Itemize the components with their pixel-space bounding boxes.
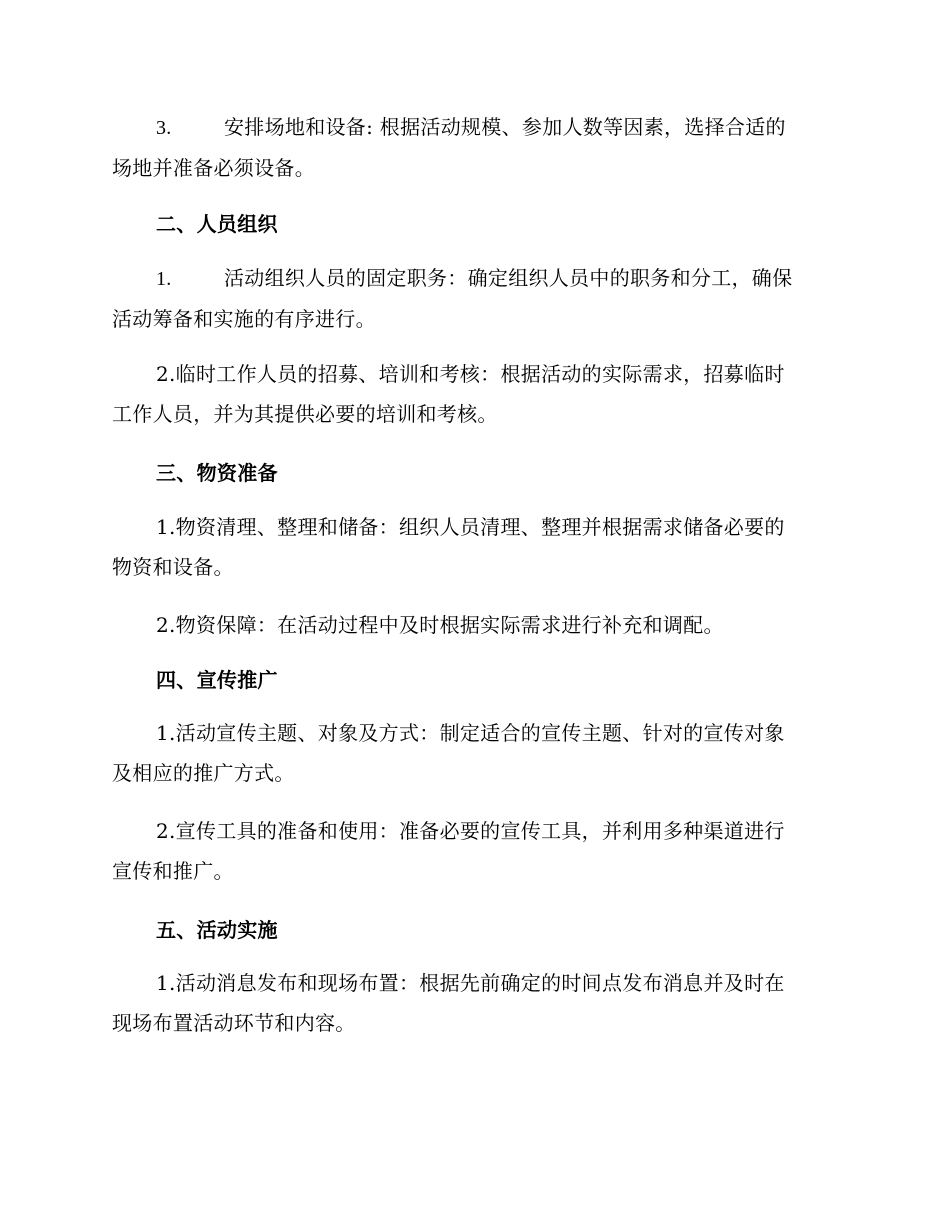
paragraph-temporary-staff bbox=[112, 354, 836, 434]
list-number: 3. bbox=[156, 117, 172, 139]
section-heading-promotion: 四、宣传推广 bbox=[156, 668, 278, 692]
paragraph-promotion-theme bbox=[112, 713, 836, 793]
paragraph-text: 及相应的推广方式。 bbox=[112, 761, 295, 785]
paragraph-text: 2.临时工作人员的招募、培训和考核：根据活动的实际需求，招募临时 bbox=[156, 362, 785, 386]
paragraph-text: 工作人员，并为其提供必要的培训和考核。 bbox=[112, 402, 498, 426]
paragraph-text: 活动筹备和实施的有序进行。 bbox=[112, 307, 376, 331]
paragraph-text: 2.宣传工具的准备和使用：准备必要的宣传工具，并利用多种渠道进行 bbox=[156, 819, 785, 843]
section-heading-implementation: 五、活动实施 bbox=[156, 918, 278, 942]
paragraph-text: 安排场地和设备: 根据活动规模、参加人数等因素，选择合适的 bbox=[224, 115, 786, 139]
paragraph-venue-equipment bbox=[112, 107, 836, 188]
paragraph-materials-storage bbox=[112, 507, 836, 587]
paragraph-text: 场地并准备必须设备。 bbox=[112, 156, 315, 180]
paragraph-text: 2.物资保障：在活动过程中及时根据实际需求进行补充和调配。 bbox=[156, 613, 724, 637]
paragraph-text: 1.活动宣传主题、对象及方式：制定适合的宣传主题、针对的宣传对象 bbox=[156, 721, 785, 745]
paragraph-text: 1.物资清理、整理和储备：组织人员清理、整理并根据需求储备必要的 bbox=[156, 515, 785, 539]
paragraph-announcement-setup bbox=[112, 963, 836, 1043]
paragraph-text: 现场布置活动环节和内容。 bbox=[112, 1011, 356, 1035]
paragraph-text: 物资和设备。 bbox=[112, 555, 234, 579]
section-heading-personnel: 二、人员组织 bbox=[156, 212, 278, 236]
paragraph-text: 1.活动消息发布和现场布置：根据先前确定的时间点发布消息并及时在 bbox=[156, 971, 785, 995]
paragraph-promotion-tools bbox=[112, 811, 836, 891]
list-number: 1. bbox=[156, 268, 172, 290]
paragraph-fixed-duties bbox=[112, 258, 836, 339]
paragraph-materials-support bbox=[112, 605, 836, 645]
paragraph-text: 宣传和推广。 bbox=[112, 859, 234, 883]
section-heading-materials: 三、物资准备 bbox=[156, 461, 278, 485]
paragraph-text: 活动组织人员的固定职务：确定组织人员中的职务和分工，确保 bbox=[224, 266, 793, 290]
